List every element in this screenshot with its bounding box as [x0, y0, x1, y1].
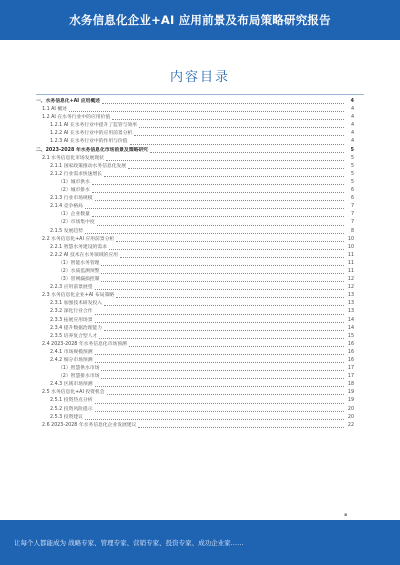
toc-entry-title: 1.2.2 AI 在水务行业中的应用前景分析 [50, 131, 133, 137]
toc-entry-title: （1）城市供水 [58, 179, 90, 185]
toc-entry-title: （2）市场集中度 [58, 220, 95, 226]
toc-leader-dots [101, 273, 344, 274]
toc-entry[interactable] [36, 381, 354, 389]
toc-entry-page: 6 [350, 196, 354, 202]
toc-entry-page: 11 [347, 252, 354, 258]
toc-entry[interactable] [36, 357, 354, 365]
toc-entry-title: 2.1.1 国家政策推动水务信息化发展 [50, 163, 127, 169]
toc-entry[interactable] [36, 341, 354, 349]
toc-entry[interactable] [36, 219, 354, 227]
toc-entry-title: 2.3 水务信息化企业+AI 布局策略 [42, 293, 115, 299]
toc-leader-dots [97, 225, 344, 226]
toc-entry-page: 4 [350, 99, 354, 104]
toc-leader-dots [95, 354, 344, 355]
report-title: 水务信息化企业+AI 应用前景及布局策略研究报告 [69, 13, 331, 27]
toc-entry[interactable] [36, 114, 354, 122]
toc-entry-page: 7 [350, 204, 354, 210]
toc-leader-dots [92, 184, 344, 185]
toc-leader-dots [102, 103, 344, 104]
toc-leader-dots [69, 111, 344, 112]
footer-slogan: 让每个人都能成为 战略专家、管理专家、营销专家、投资专家、成功企业家…… [14, 539, 244, 547]
toc-entry[interactable] [36, 179, 354, 187]
toc-entry-title: 2.5.2 投资风险提示 [50, 406, 93, 412]
report-header-banner [0, 0, 400, 40]
toc-entry-page: 8 [350, 228, 354, 234]
page-marker: ▪ [344, 512, 348, 518]
toc-entry-title: （2）城市排水 [58, 188, 90, 194]
toc-title: 内容目录 [169, 70, 230, 85]
toc-entry-page: 4 [350, 115, 354, 121]
toc-entry-title: 2.4.2 细分市场预测 [50, 358, 93, 363]
toc-entry-page: 5 [350, 163, 354, 169]
toc-entry[interactable] [36, 414, 354, 422]
toc-entry-page: 4 [350, 139, 354, 145]
toc-entry-page: 19 [347, 398, 354, 404]
toc-entry[interactable] [36, 268, 354, 276]
toc-leader-dots [101, 378, 344, 379]
toc-entry-title: （1）企业数量 [58, 212, 90, 218]
toc-title-divider [36, 94, 364, 95]
toc-entry-page: 12 [347, 285, 354, 291]
toc-entry-title: 2.1.3 行业市场规模 [50, 196, 93, 202]
toc-entry-page: 14 [347, 317, 354, 323]
toc-entry[interactable] [36, 171, 354, 179]
toc-entry-page: 11 [347, 260, 354, 266]
toc-entry[interactable] [36, 260, 354, 268]
toc-entry-title: 2.3.3 拓展应用场景 [50, 317, 93, 323]
toc-entry-page: 5 [350, 155, 354, 161]
toc-leader-dots [109, 249, 344, 250]
toc-leader-dots [85, 419, 344, 420]
toc-entry-title: 1.2.1 AI 在水务行业中提升了监管与效率 [50, 123, 138, 129]
toc-entry-title: 2.4.1 市场规模预测 [50, 349, 93, 355]
toc-entry-page: 12 [347, 277, 354, 283]
toc-entry-title: （1）智慧供水市场 [58, 366, 100, 372]
toc-leader-dots [134, 135, 344, 136]
toc-leader-dots [116, 241, 344, 242]
toc-entry-title: 2.1 水务信息化市场发展现状 [42, 155, 104, 161]
toc-entry[interactable] [36, 292, 354, 300]
toc-entry[interactable] [36, 365, 354, 373]
toc-entry[interactable] [36, 349, 354, 357]
toc-leader-dots [92, 192, 344, 193]
toc-entry-page: 20 [347, 414, 354, 420]
toc-entry-page: 13 [347, 293, 354, 299]
toc-leader-dots [101, 265, 344, 266]
toc-leader-dots [107, 394, 344, 395]
toc-entry-title: 一、水务信息化+AI 应用概述 [36, 99, 100, 104]
toc-entry[interactable] [36, 333, 354, 341]
toc-entry-page: 10 [347, 244, 354, 250]
toc-entry-page: 6 [350, 188, 354, 194]
toc-entry-title: 1.2.3 AI 在水务行业中的作用与价值 [50, 139, 128, 145]
toc-entry[interactable] [36, 130, 354, 138]
toc-leader-dots [101, 281, 344, 282]
toc-entry-page: 13 [347, 309, 354, 315]
toc-entry[interactable] [36, 138, 354, 146]
toc-entry-title: 1.2 AI 在水务行业中的应用价值 [42, 115, 111, 121]
toc-entry[interactable] [36, 122, 354, 130]
toc-entry[interactable] [36, 406, 354, 414]
table-of-contents [36, 98, 354, 430]
toc-entry-title: 2.6 2023-2028 年水务信息化企业发展建议 [42, 422, 137, 428]
toc-entry[interactable] [36, 422, 354, 430]
toc-entry-title: 2.4.3 区域市场预测 [50, 382, 93, 388]
toc-entry-page: 16 [347, 358, 354, 363]
toc-entry-page: 13 [347, 301, 354, 307]
toc-entry[interactable] [36, 308, 354, 316]
toc-entry[interactable] [36, 373, 354, 381]
toc-leader-dots [95, 386, 344, 387]
toc-leader-dots [104, 305, 344, 306]
toc-entry-page: 22 [347, 422, 354, 428]
toc-leader-dots [95, 200, 344, 201]
toc-entry[interactable] [36, 155, 354, 163]
toc-entry[interactable] [36, 244, 354, 252]
toc-entry-page: 5 [350, 171, 354, 177]
toc-entry-title: 2.5.3 投资建议 [50, 414, 83, 420]
toc-leader-dots [129, 346, 344, 347]
toc-leader-dots [95, 289, 344, 290]
toc-leader-dots [85, 208, 344, 209]
toc-leader-dots [112, 119, 344, 120]
toc-entry-title: 2.2.3 应用前景展望 [50, 285, 93, 291]
toc-leader-dots [85, 233, 344, 234]
toc-entry-page: 4 [350, 123, 354, 129]
toc-entry-title: （2）水质监测预警 [58, 268, 100, 274]
toc-leader-dots [116, 297, 344, 298]
toc-entry[interactable] [36, 203, 354, 211]
toc-entry-page: 17 [347, 366, 354, 372]
toc-leader-dots [104, 330, 344, 331]
toc-leader-dots [130, 144, 344, 145]
toc-entry-title: 2.1.4 竞争格局 [50, 204, 83, 210]
toc-entry-title: 2.3.5 培养复合型人才 [50, 333, 98, 339]
toc-entry-title: 2.3.2 深化行业合作 [50, 309, 93, 315]
toc-entry[interactable] [36, 325, 354, 333]
toc-entry-title: 2.5 水务信息化+AI 投资机会 [42, 390, 105, 396]
toc-entry-page: 19 [347, 390, 354, 396]
toc-entry-title: 2.3.4 提升数据治理能力 [50, 325, 103, 331]
toc-leader-dots [106, 160, 344, 161]
report-footer-banner [0, 520, 400, 565]
toc-entry-title: 2.3.1 加强技术研发投入 [50, 301, 103, 307]
toc-entry[interactable] [36, 317, 354, 325]
toc-leader-dots [150, 152, 344, 153]
toc-entry-title: （2）智慧排水市场 [58, 374, 100, 380]
toc-leader-dots [95, 403, 344, 404]
toc-entry-page: 16 [347, 349, 354, 355]
toc-leader-dots [139, 127, 344, 128]
toc-leader-dots [92, 216, 344, 217]
toc-entry[interactable] [36, 397, 354, 405]
toc-entry[interactable] [36, 284, 354, 292]
toc-entry-page: 17 [347, 374, 354, 380]
toc-leader-dots [104, 176, 344, 177]
toc-entry-title: 2.2.2 AI 技术在水务领域的应用 [50, 252, 118, 258]
toc-entry-title: 1.1 AI 概述 [42, 107, 67, 113]
toc-entry[interactable] [36, 163, 354, 171]
toc-leader-dots [95, 362, 344, 363]
toc-leader-dots [95, 314, 344, 315]
toc-entry-title: （3）管网漏损控制 [58, 277, 100, 283]
toc-entry-page: 11 [347, 268, 354, 274]
toc-entry-title: 二、2023-2028 年水务信息化市场前景及策略研究 [36, 147, 148, 153]
toc-entry[interactable] [36, 147, 354, 155]
toc-leader-dots [99, 338, 344, 339]
toc-leader-dots [95, 411, 344, 412]
toc-entry[interactable] [36, 98, 354, 106]
toc-entry-page: 7 [350, 212, 354, 218]
toc-entry-page: 7 [350, 220, 354, 226]
toc-leader-dots [128, 168, 344, 169]
toc-entry-page: 20 [347, 406, 354, 412]
toc-entry-title: 2.5.1 投资热点分析 [50, 398, 93, 404]
toc-entry-title: 2.2 水务信息化+AI 应用前景分析 [42, 236, 115, 242]
toc-entry-page: 16 [347, 341, 354, 347]
toc-entry[interactable] [36, 195, 354, 203]
toc-entry[interactable] [36, 211, 354, 219]
toc-entry[interactable] [36, 300, 354, 308]
toc-entry-page: 5 [350, 179, 354, 185]
toc-entry-title: 2.2.1 智慧水务建设的需求 [50, 244, 107, 250]
toc-entry[interactable] [36, 236, 354, 244]
toc-leader-dots [138, 427, 344, 428]
toc-entry[interactable] [36, 389, 354, 397]
toc-entry-page: 10 [347, 236, 354, 242]
toc-entry-page: 4 [350, 107, 354, 113]
toc-entry-title: 2.1.5 发展趋势 [50, 228, 83, 234]
toc-leader-dots [120, 257, 344, 258]
toc-entry-title: 2.1.2 行业需求快速增长 [50, 171, 103, 177]
toc-entry[interactable] [36, 252, 354, 260]
toc-entry-page: 14 [347, 325, 354, 331]
toc-entry-title: 2.4 2023-2028 年水务信息化市场预测 [42, 341, 127, 347]
toc-entry-page: 5 [350, 147, 354, 153]
toc-entry[interactable] [36, 187, 354, 195]
toc-leader-dots [95, 322, 344, 323]
toc-entry[interactable] [36, 276, 354, 284]
toc-entry-page: 15 [347, 333, 354, 339]
toc-leader-dots [101, 370, 344, 371]
toc-entry-page: 4 [350, 131, 354, 137]
toc-entry[interactable] [36, 106, 354, 114]
toc-entry-title: （1）智能水务管理 [58, 260, 100, 266]
toc-entry-page: 18 [347, 382, 354, 388]
toc-entry[interactable] [36, 228, 354, 236]
